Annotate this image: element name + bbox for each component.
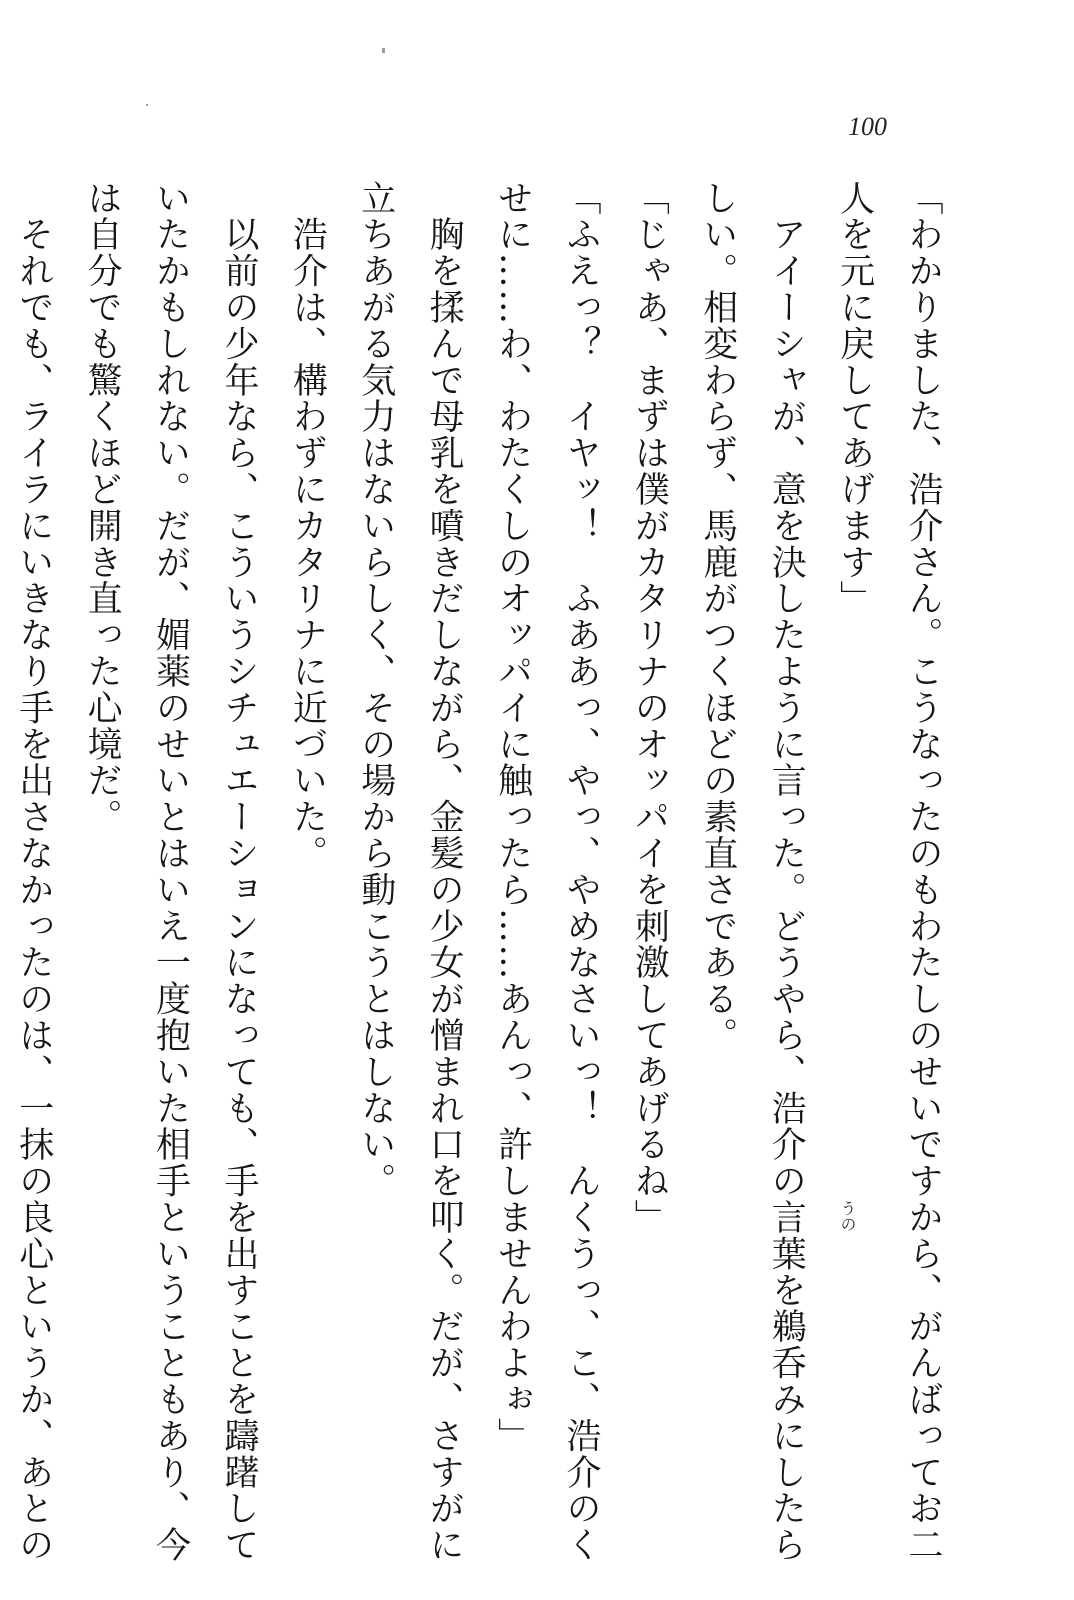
text-line: いたかもしれない。だが、媚薬のせいとはいえ一度抱いた相手ということもあり、今 <box>150 180 191 1564</box>
text-line: 「ふえっ？ イヤッ！ ふああっ、やっ、やめなさいっ！ んくうっ、こ、浩介のく <box>560 180 601 1564</box>
page-number: 100 <box>848 112 887 141</box>
text-line: 立ちあがる気力はないらしく、その場から動こうとはしない。 <box>355 180 396 1200</box>
text-line: 浩介は、構わずにカタリナに近づいた。 <box>287 180 328 872</box>
text-line: しい。相変わらず、馬鹿がつくほどの素直さである。 <box>697 180 738 1054</box>
text-line: 人を元に戻してあげます」 <box>834 180 875 617</box>
text-line: アイーシャが、意を決したように言った。どうやら、浩介の言葉を鵜呑みにしたら <box>766 180 807 1564</box>
text-line: 胸を揉んで母乳を噴きだしながら、金髪の少女が憎まれ口を叩く。だが、さすがに <box>424 180 465 1564</box>
text-line: せに……わ、わたくしのオッパイに触ったら……あんっ、許しませんわよぉ」 <box>492 180 533 1454</box>
ruby-reading: うの <box>838 1200 857 1232</box>
text-line: 「じゃあ、まずは僕がカタリナのオッパイを刺激してあげるね」 <box>629 180 670 1236</box>
novel-text-column <box>0 180 957 1564</box>
scan-speck <box>382 48 385 53</box>
text-line: 「わかりました、浩介さん。こうなったのもわたしのせいですから、がんばってお二 <box>903 180 943 1564</box>
text-line: それでも、ライラにいきなり手を出さなかったのは、一抹の良心というか、あとの <box>13 180 54 1564</box>
scan-speck <box>146 104 148 106</box>
text-line: は自分でも驚くほど開き直った心境だ。 <box>82 180 123 836</box>
text-line: 以前の少年なら、こういうシチュエーションになっても、手を出すことを躊躇して <box>218 180 259 1564</box>
